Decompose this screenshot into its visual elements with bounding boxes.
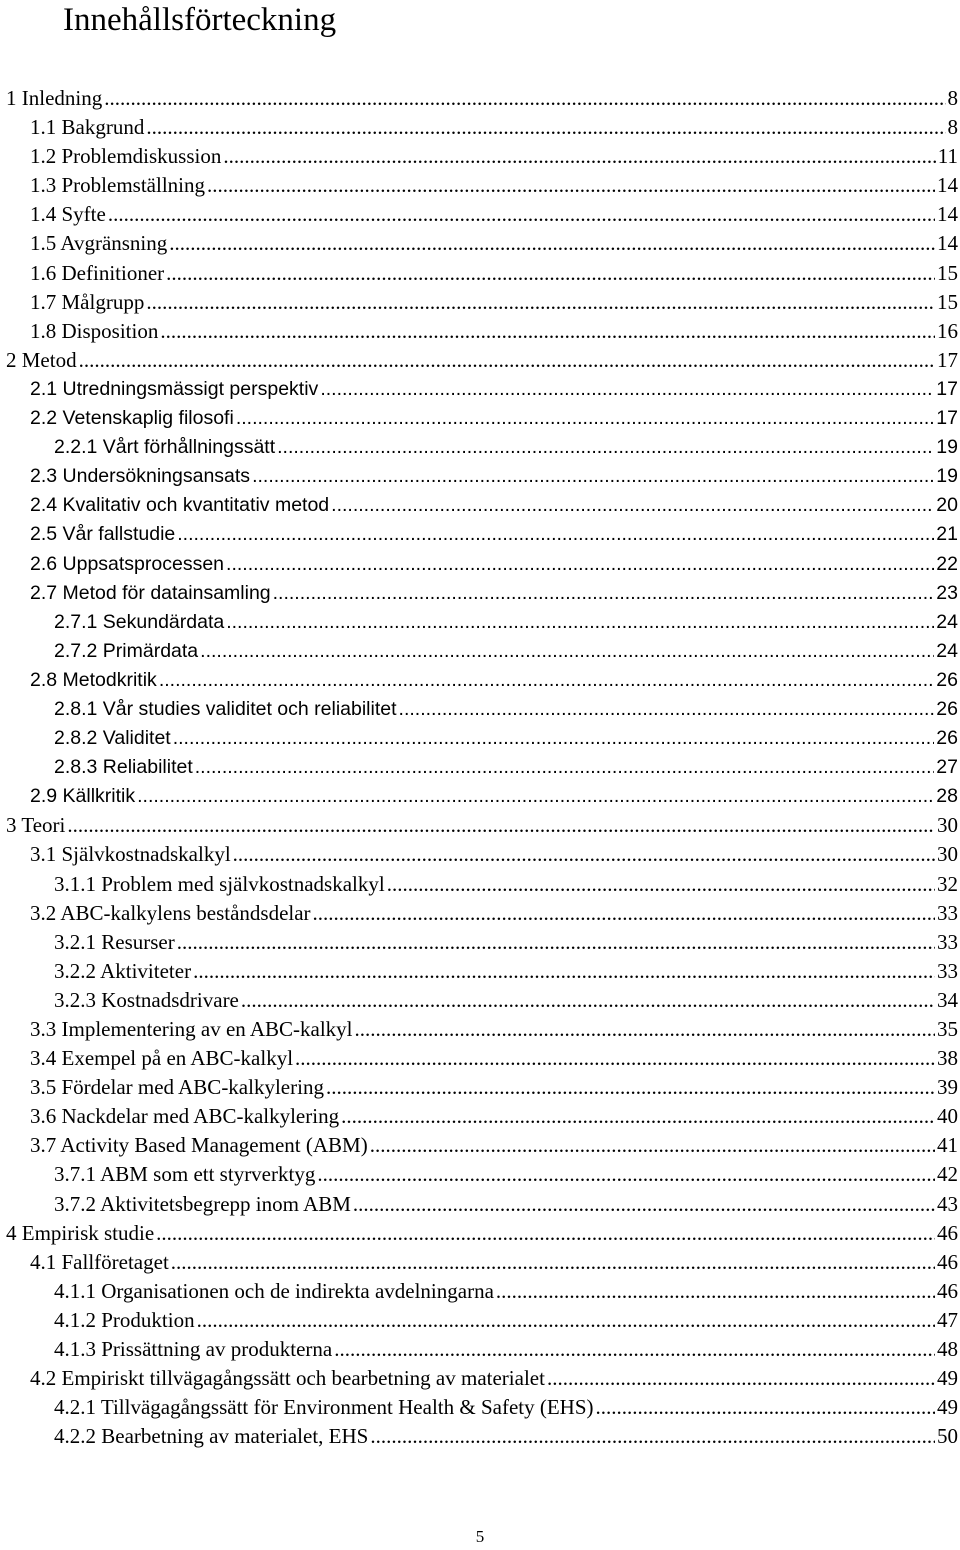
toc-entry[interactable] — [6, 870, 958, 899]
toc-entry-label: 2.8.3 Reliabilitet — [54, 756, 193, 779]
toc-entry-page: 33 — [937, 929, 958, 954]
toc-entry-page: 35 — [937, 1017, 958, 1041]
toc-entry-page: 30 — [937, 842, 958, 867]
toc-entry-page: 16 — [937, 318, 958, 343]
toc-entry[interactable] — [6, 608, 958, 637]
toc-entry-page: 28 — [936, 785, 958, 808]
toc-entry[interactable] — [6, 259, 958, 288]
toc-entry-page: 32 — [937, 871, 958, 896]
toc-entry[interactable] — [6, 1131, 958, 1160]
toc-entry-page: 49 — [937, 1366, 958, 1391]
toc-dot-leader — [166, 259, 935, 288]
toc-dot-leader — [236, 404, 934, 433]
toc-entry[interactable] — [6, 1364, 958, 1393]
toc-entry-page: 15 — [937, 260, 958, 285]
toc-entry-page: 26 — [936, 727, 958, 750]
toc-entry-label: 3 Teori — [6, 813, 66, 838]
toc-entry[interactable] — [6, 1044, 958, 1073]
toc-dot-leader — [226, 550, 934, 579]
toc-entry[interactable] — [6, 1277, 958, 1306]
toc-entry[interactable] — [6, 433, 958, 462]
toc-dot-leader — [197, 1306, 935, 1335]
toc-dot-leader — [387, 870, 935, 899]
toc-entry-label: 1.1 Bakgrund — [30, 115, 145, 140]
toc-entry-page: 15 — [937, 289, 958, 314]
toc-entry[interactable] — [6, 229, 958, 258]
toc-entry-page: 19 — [936, 465, 958, 488]
toc-entry[interactable] — [6, 782, 958, 811]
toc-entry-page: 23 — [936, 581, 958, 604]
toc-dot-leader — [317, 1160, 935, 1189]
toc-entry-label: 2.8.1 Vår studies validitet och reliabilitet — [54, 697, 397, 720]
toc-dot-leader — [370, 1131, 935, 1160]
toc-entry-page: 50 — [937, 1424, 958, 1449]
toc-dot-leader — [146, 288, 935, 317]
toc-entry-label: 4.1.3 Prissättning av produkterna — [54, 1337, 333, 1362]
toc-dot-leader — [334, 1335, 935, 1364]
toc-entry[interactable] — [6, 288, 958, 317]
toc-dot-leader — [160, 317, 935, 346]
toc-entry[interactable] — [6, 491, 958, 520]
toc-entry-page: 42 — [937, 1162, 958, 1187]
toc-dot-leader — [226, 608, 934, 637]
toc-entry-page: 41 — [937, 1133, 958, 1158]
toc-dot-leader — [241, 986, 935, 1015]
toc-entry[interactable] — [6, 1422, 958, 1451]
toc-dot-leader — [177, 520, 934, 549]
toc-entry-page: 19 — [936, 436, 958, 459]
toc-dot-leader — [547, 1364, 935, 1393]
toc-dot-leader — [156, 1219, 935, 1248]
toc-entry-page: 38 — [937, 1046, 958, 1071]
toc-dot-leader — [273, 579, 935, 608]
toc-dot-leader — [137, 782, 934, 811]
toc-entry[interactable] — [6, 520, 958, 549]
toc-dot-leader — [370, 1422, 935, 1451]
toc-dot-leader — [195, 753, 935, 782]
toc-entry[interactable] — [6, 637, 958, 666]
toc-entry-page: 33 — [937, 900, 958, 925]
toc-entry-label: 1.7 Målgrupp — [30, 289, 145, 314]
toc-entry-label: 4 Empirisk studie — [6, 1220, 155, 1245]
toc-entry-label: 4.1 Fallföretaget — [30, 1249, 169, 1274]
toc-entry-page: 49 — [937, 1395, 958, 1420]
toc-entry[interactable] — [6, 1102, 958, 1131]
toc-entry[interactable] — [6, 579, 958, 608]
toc-entry-label: 3.7 Activity Based Management (ABM) — [30, 1133, 368, 1158]
toc-entry[interactable] — [6, 171, 958, 200]
toc-entry[interactable] — [6, 1219, 958, 1248]
toc-entry-label: 2.2 Vetenskaplig filosofi — [30, 407, 234, 430]
toc-entry[interactable] — [6, 1306, 958, 1335]
toc-dot-leader — [596, 1393, 935, 1422]
toc-dot-leader — [326, 1073, 935, 1102]
toc-entry-page: 17 — [936, 407, 958, 430]
toc-entry-label: 1.8 Disposition — [30, 318, 159, 343]
toc-entry-label: 3.1 Självkostnadskalkyl — [30, 842, 231, 867]
toc-entry-label: 3.1.1 Problem med självkostnadskalkyl — [54, 871, 385, 896]
toc-entry-page: 20 — [936, 494, 958, 517]
toc-entry-page: 30 — [937, 813, 958, 838]
toc-entry-page: 46 — [937, 1220, 958, 1245]
toc-entry-page: 14 — [937, 231, 958, 256]
toc-entry-page: 47 — [937, 1307, 958, 1332]
toc-entry-label: 4.1.1 Organisationen och de indirekta avdelningarna — [54, 1278, 494, 1303]
toc-entry[interactable] — [6, 200, 958, 229]
toc-entry-label: 1.4 Syfte — [30, 202, 106, 227]
toc-entry[interactable] — [6, 724, 958, 753]
toc-dot-leader — [313, 899, 935, 928]
toc-entry-label: 2.4 Kvalitativ och kvantitativ metod — [30, 494, 330, 517]
toc-dot-leader — [295, 1044, 935, 1073]
toc-entry[interactable] — [6, 1073, 958, 1102]
toc-dot-leader — [193, 957, 935, 986]
toc-dot-leader — [353, 1190, 935, 1219]
toc-entry-label: 2.9 Källkritik — [30, 785, 136, 808]
toc-entry[interactable] — [6, 957, 958, 986]
toc-entry-label: 3.2 ABC-kalkylens beståndsdelar — [30, 900, 311, 925]
toc-dot-leader — [108, 200, 935, 229]
toc-entry[interactable] — [6, 1015, 958, 1044]
toc-entry-page: 34 — [937, 987, 958, 1012]
toc-entry-label: 2 Metod — [6, 347, 77, 372]
toc-entry-page: 14 — [937, 202, 958, 227]
page-number: 5 — [475, 1527, 485, 1546]
toc-entry[interactable] — [6, 811, 958, 840]
toc-dot-leader — [207, 171, 935, 200]
toc-entry[interactable] — [6, 346, 958, 375]
toc-entry-page: 33 — [937, 958, 958, 983]
toc-entry-label: 3.2.1 Resurser — [54, 929, 175, 954]
toc-entry-page: 17 — [937, 347, 958, 372]
toc-dot-leader — [171, 1248, 935, 1277]
toc-entry[interactable] — [6, 1393, 958, 1422]
toc-entry-label: 3.2.2 Aktiviteter — [54, 958, 192, 983]
toc-entry-label: 2.7 Metod för datainsamling — [30, 581, 271, 604]
toc-dot-leader — [252, 462, 934, 491]
toc-entry[interactable] — [6, 986, 958, 1015]
toc-entry-label: 2.5 Vår fallstudie — [30, 523, 176, 546]
toc-entry[interactable] — [6, 550, 958, 579]
toc-entry-label: 1.2 Problemdiskussion — [30, 144, 222, 169]
toc-dot-leader — [159, 666, 934, 695]
toc-entry-page: 46 — [937, 1278, 958, 1303]
toc-entry-label: 3.6 Nackdelar med ABC-kalkylering — [30, 1104, 340, 1129]
toc-entry-label: 4.2 Empiriskt tillvägagångssätt och bearbetning av materialet — [30, 1366, 545, 1391]
toc-entry[interactable] — [6, 899, 958, 928]
toc-entry-label: 3.2.3 Kostnadsdrivare — [54, 987, 239, 1012]
toc-entry-label: 2.7.2 Primärdata — [54, 639, 199, 662]
toc-entry-label: 3.7.2 Aktivitetsbegrepp inom ABM — [54, 1191, 351, 1216]
toc-entry-label: 2.2.1 Vårt förhållningssätt — [54, 436, 276, 459]
toc-entry-label: 1 Inledning — [6, 86, 103, 110]
toc-entry-label: 3.7.1 ABM som ett styrverktyg — [54, 1162, 316, 1187]
toc-dot-leader — [104, 84, 945, 113]
toc-dot-leader — [399, 695, 935, 724]
toc-entry-page: 8 — [947, 115, 958, 140]
toc-entry-label: 2.8 Metodkritik — [30, 668, 157, 691]
toc-entry-page: 11 — [937, 144, 958, 169]
toc-entry-page: 43 — [937, 1191, 958, 1216]
toc-entry[interactable] — [6, 1190, 958, 1219]
toc-entry-page: 46 — [937, 1249, 958, 1274]
toc-entry-label: 1.3 Problemställning — [30, 173, 205, 198]
table-of-contents — [6, 84, 958, 1451]
toc-entry-page: 39 — [937, 1075, 958, 1100]
toc-entry-page: 48 — [937, 1337, 958, 1362]
toc-entry[interactable] — [6, 375, 958, 404]
toc-entry-page: 22 — [936, 552, 958, 575]
toc-entry-label: 1.5 Avgränsning — [30, 231, 168, 256]
toc-entry-label: 2.7.1 Sekundärdata — [54, 610, 225, 633]
toc-entry[interactable] — [6, 113, 958, 142]
toc-entry-page: 17 — [936, 377, 958, 400]
toc-entry[interactable] — [6, 317, 958, 346]
toc-entry-label: 2.1 Utredningsmässigt perspektiv — [30, 377, 319, 400]
toc-entry-page: 40 — [937, 1104, 958, 1129]
toc-dot-leader — [223, 142, 935, 171]
toc-entry[interactable] — [6, 462, 958, 491]
toc-entry-page: 14 — [937, 173, 958, 198]
toc-entry-page: 27 — [936, 756, 958, 779]
toc-entry-page: 24 — [936, 610, 958, 633]
toc-entry-label: 3.4 Exempel på en ABC-kalkyl — [30, 1046, 294, 1071]
toc-entry[interactable] — [6, 84, 958, 113]
toc-entry[interactable] — [6, 1160, 958, 1189]
toc-dot-leader — [79, 346, 935, 375]
toc-dot-leader — [341, 1102, 935, 1131]
toc-entry-page: 8 — [947, 86, 958, 110]
toc-entry-page: 26 — [936, 668, 958, 691]
toc-dot-leader — [177, 928, 935, 957]
toc-entry-label: 4.2.1 Tillvägagångssätt för Environment Health & Safety (EHS) — [54, 1395, 594, 1420]
toc-entry-label: 3.5 Fördelar med ABC-kalkylering — [30, 1075, 324, 1100]
toc-entry-page: 24 — [936, 639, 958, 662]
toc-entry[interactable] — [6, 666, 958, 695]
toc-entry[interactable] — [6, 840, 958, 869]
toc-entry-label: 2.3 Undersökningsansats — [30, 465, 251, 488]
toc-dot-leader — [320, 375, 934, 404]
toc-dot-leader — [169, 229, 935, 258]
toc-entry-label: 4.1.2 Produktion — [54, 1307, 195, 1332]
toc-entry[interactable] — [6, 695, 958, 724]
toc-dot-leader — [173, 724, 935, 753]
toc-entry[interactable] — [6, 753, 958, 782]
toc-entry-label: 2.8.2 Validitet — [54, 727, 171, 750]
toc-entry[interactable] — [6, 1335, 958, 1364]
toc-dot-leader — [200, 637, 934, 666]
toc-dot-leader — [146, 113, 945, 142]
toc-entry[interactable] — [6, 1248, 958, 1277]
toc-entry-page: 26 — [936, 697, 958, 720]
toc-entry-label: 2.6 Uppsatsprocessen — [30, 552, 225, 575]
toc-entry-label: 3.3 Implementering av en ABC-kalkyl — [30, 1017, 353, 1041]
toc-dot-leader — [233, 840, 935, 869]
toc-dot-leader — [496, 1277, 935, 1306]
toc-entry[interactable] — [6, 142, 958, 171]
toc-dot-leader — [355, 1015, 935, 1044]
toc-dot-leader — [67, 811, 935, 840]
toc-entry-label: 1.6 Definitioner — [30, 260, 165, 285]
toc-dot-leader — [277, 433, 934, 462]
toc-entry-page: 21 — [936, 523, 958, 546]
toc-entry[interactable] — [6, 404, 958, 433]
toc-entry-label: 4.2.2 Bearbetning av materialet, EHS — [54, 1424, 369, 1449]
page-title: Innehållsförteckning — [63, 2, 337, 38]
toc-entry[interactable] — [6, 928, 958, 957]
toc-dot-leader — [331, 491, 934, 520]
